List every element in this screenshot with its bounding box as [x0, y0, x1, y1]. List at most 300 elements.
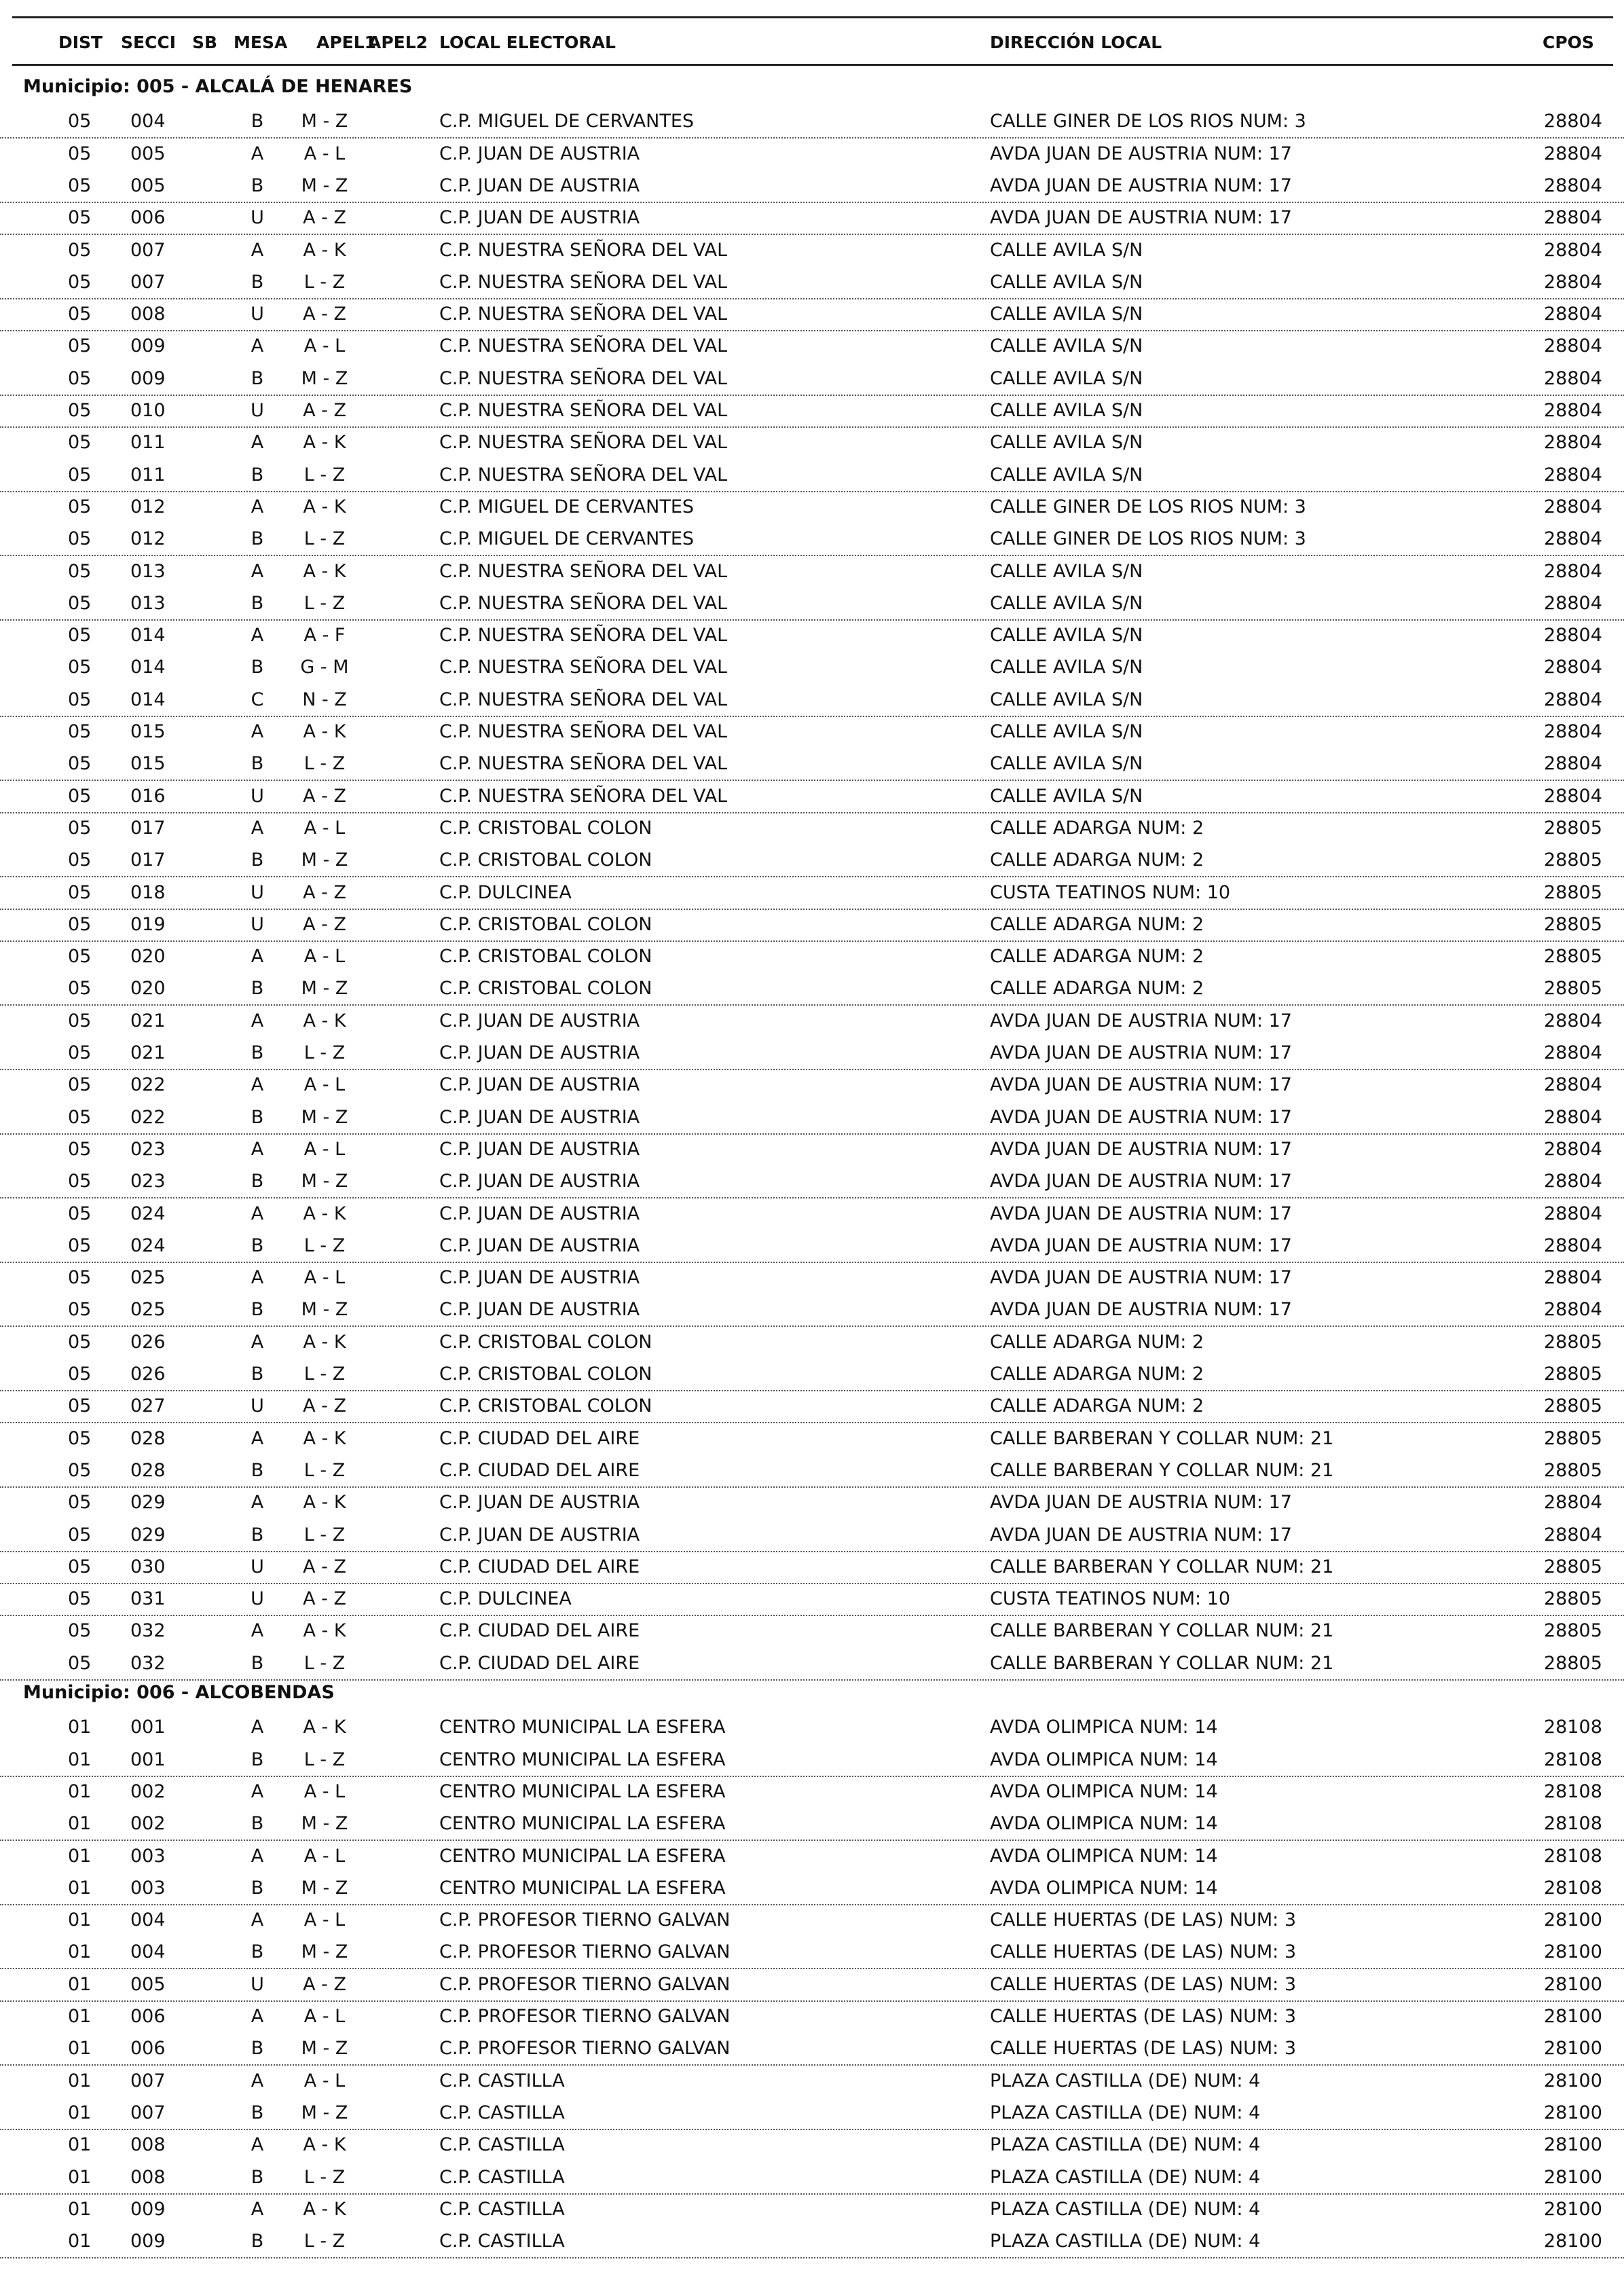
cell-cpos: 28804: [1544, 1171, 1602, 1192]
cell-cpos: 28100: [1544, 2134, 1602, 2156]
cell-cpos: 28804: [1544, 304, 1602, 325]
cell-direccion-local: CALLE AVILA S/N: [990, 721, 1143, 742]
cell-cpos: 28804: [1544, 721, 1602, 742]
cell-mesa: B: [251, 464, 264, 486]
cell-direccion-local: AVDA JUAN DE AUSTRIA NUM: 17: [990, 1106, 1292, 1128]
cell-dist: 05: [68, 753, 92, 775]
cell-dist: 01: [68, 1973, 92, 1995]
table-row: [0, 1358, 1624, 1391]
table-row: [0, 748, 1624, 781]
cell-cpos: 28805: [1544, 1652, 1602, 1674]
cell-local-electoral: C.P. DULCINEA: [439, 881, 572, 903]
cell-direccion-local: CALLE AVILA S/N: [990, 689, 1143, 710]
table-row: [0, 2161, 1624, 2195]
table-row: [0, 1133, 1624, 1165]
cell-secci: 031: [130, 1588, 166, 1610]
cell-mesa: B: [251, 1941, 264, 1963]
cell-secci: 007: [130, 2102, 166, 2123]
cell-direccion-local: AVDA JUAN DE AUSTRIA NUM: 17: [990, 1267, 1292, 1289]
cell-local-electoral: C.P. CRISTOBAL COLON: [439, 817, 652, 839]
header-local-electoral: LOCAL ELECTORAL: [439, 33, 616, 52]
cell-mesa: U: [251, 1395, 264, 1417]
cell-cpos: 28804: [1544, 1267, 1602, 1289]
cell-mesa: U: [251, 1973, 264, 1995]
cell-secci: 008: [130, 2166, 166, 2188]
cell-apellidos: A - K: [303, 2134, 346, 2156]
cell-mesa: A: [251, 1331, 264, 1353]
cell-dist: 05: [68, 1588, 92, 1610]
cell-mesa: A: [251, 1203, 264, 1224]
cell-local-electoral: C.P. MIGUEL DE CERVANTES: [439, 528, 695, 550]
cell-direccion-local: CALLE ADARGA NUM: 2: [990, 1395, 1204, 1417]
cell-cpos: 28805: [1544, 1331, 1602, 1353]
cell-secci: 018: [130, 881, 166, 903]
cell-cpos: 28804: [1544, 625, 1602, 646]
cell-secci: 015: [130, 721, 166, 742]
cell-secci: 017: [130, 849, 166, 871]
cell-secci: 004: [130, 1909, 166, 1931]
cell-direccion-local: AVDA JUAN DE AUSTRIA NUM: 17: [990, 1138, 1292, 1160]
cell-cpos: 28108: [1544, 1877, 1602, 1899]
cell-cpos: 28804: [1544, 1203, 1602, 1224]
cell-direccion-local: PLAZA CASTILLA (DE) NUM: 4: [990, 2166, 1261, 2188]
cell-local-electoral: CENTRO MUNICIPAL LA ESFERA: [439, 1877, 726, 1899]
table-row: [0, 1519, 1624, 1552]
cell-local-electoral: C.P. CASTILLA: [439, 2134, 565, 2156]
cell-cpos: 28805: [1544, 1427, 1602, 1449]
table-row: [0, 363, 1624, 396]
cell-secci: 009: [130, 2198, 166, 2220]
cell-dist: 05: [68, 1138, 92, 1160]
cell-apellidos: A - L: [303, 143, 346, 164]
header-mesa: MESA: [234, 33, 288, 52]
cell-mesa: B: [251, 1524, 264, 1545]
table-row: [0, 1454, 1624, 1488]
cell-secci: 022: [130, 1106, 166, 1128]
cell-cpos: 28804: [1544, 560, 1602, 582]
cell-local-electoral: C.P. NUESTRA SEÑORA DEL VAL: [439, 721, 728, 742]
cell-local-electoral: C.P. CRISTOBAL COLON: [439, 978, 652, 1000]
cell-direccion-local: CUSTA TEATINOS NUM: 10: [990, 881, 1231, 903]
cell-secci: 016: [130, 785, 166, 807]
table-row: [0, 1840, 1624, 1872]
cell-secci: 011: [130, 464, 166, 486]
cell-secci: 021: [130, 1010, 166, 1031]
cell-dist: 05: [68, 785, 92, 807]
cell-cpos: 28804: [1544, 207, 1602, 229]
cell-direccion-local: CALLE AVILA S/N: [990, 367, 1143, 389]
cell-secci: 001: [130, 1717, 166, 1738]
cell-local-electoral: C.P. NUESTRA SEÑORA DEL VAL: [439, 400, 728, 421]
cell-local-electoral: C.P. CIUDAD DEL AIRE: [439, 1459, 640, 1481]
cell-local-electoral: C.P. JUAN DE AUSTRIA: [439, 1203, 640, 1224]
cell-local-electoral: C.P. JUAN DE AUSTRIA: [439, 1042, 640, 1063]
table-row: [0, 940, 1624, 972]
cell-cpos: 28100: [1544, 2070, 1602, 2091]
table-row: [0, 2065, 1624, 2097]
table-row: [0, 330, 1624, 362]
cell-dist: 05: [68, 1203, 92, 1224]
cell-apellidos: M - Z: [301, 1813, 348, 1835]
table-row: [0, 555, 1624, 587]
cell-secci: 004: [130, 1941, 166, 1963]
cell-local-electoral: C.P. JUAN DE AUSTRIA: [439, 1106, 640, 1128]
cell-local-electoral: C.P. NUESTRA SEÑORA DEL VAL: [439, 785, 728, 807]
cell-direccion-local: AVDA JUAN DE AUSTRIA NUM: 17: [990, 1171, 1292, 1192]
cell-apellidos: M - Z: [301, 1299, 348, 1321]
cell-mesa: B: [251, 1459, 264, 1481]
cell-direccion-local: CALLE ADARGA NUM: 2: [990, 1364, 1204, 1385]
cell-cpos: 28804: [1544, 689, 1602, 710]
cell-mesa: A: [251, 1267, 264, 1289]
cell-local-electoral: C.P. JUAN DE AUSTRIA: [439, 1267, 640, 1289]
table-row: [0, 1583, 1624, 1616]
cell-secci: 015: [130, 753, 166, 775]
cell-secci: 006: [130, 2006, 166, 2027]
cell-apellidos: M - Z: [301, 1877, 348, 1899]
cell-direccion-local: AVDA JUAN DE AUSTRIA NUM: 17: [990, 207, 1292, 229]
cell-apellidos: M - Z: [301, 2102, 348, 2123]
table-row: [0, 1037, 1624, 1070]
cell-apellidos: L - Z: [303, 2166, 346, 2188]
cell-direccion-local: CALLE HUERTAS (DE LAS) NUM: 3: [990, 1973, 1297, 1995]
cell-cpos: 28804: [1544, 1074, 1602, 1096]
table-row: [0, 1390, 1624, 1423]
cell-secci: 024: [130, 1203, 166, 1224]
cell-secci: 025: [130, 1299, 166, 1321]
cell-dist: 05: [68, 207, 92, 229]
cell-apellidos: A - Z: [303, 1395, 346, 1417]
table-row: [0, 2225, 1624, 2258]
cell-apellidos: A - K: [303, 1717, 346, 1738]
cell-local-electoral: C.P. NUESTRA SEÑORA DEL VAL: [439, 432, 728, 454]
cell-apellidos: L - Z: [303, 1749, 346, 1770]
cell-apellidos: M - Z: [301, 978, 348, 1000]
cell-cpos: 28804: [1544, 592, 1602, 614]
cell-local-electoral: C.P. JUAN DE AUSTRIA: [439, 1299, 640, 1321]
cell-secci: 010: [130, 400, 166, 421]
cell-secci: 014: [130, 625, 166, 646]
cell-mesa: A: [251, 2134, 264, 2156]
cell-local-electoral: C.P. CRISTOBAL COLON: [439, 1331, 652, 1353]
cell-dist: 05: [68, 913, 92, 935]
cell-cpos: 28804: [1544, 1492, 1602, 1514]
cell-direccion-local: CALLE AVILA S/N: [990, 335, 1143, 357]
cell-cpos: 28804: [1544, 1042, 1602, 1063]
cell-dist: 01: [68, 1780, 92, 1802]
table-row: [0, 972, 1624, 1006]
cell-direccion-local: CALLE ADARGA NUM: 2: [990, 978, 1204, 1000]
cell-mesa: B: [251, 753, 264, 775]
table-row: [0, 1969, 1624, 2002]
table-row: [0, 2129, 1624, 2161]
cell-apellidos: A - Z: [303, 1556, 346, 1577]
municipio-heading: Municipio: 005 - ALCALÁ DE HENARES: [23, 76, 413, 97]
cell-apellidos: M - Z: [301, 849, 348, 871]
cell-dist: 01: [68, 2134, 92, 2156]
cell-secci: 007: [130, 2070, 166, 2091]
cell-secci: 005: [130, 1973, 166, 1995]
header-direccion-local: DIRECCIÓN LOCAL: [990, 33, 1162, 52]
cell-cpos: 28804: [1544, 1299, 1602, 1321]
cell-secci: 002: [130, 1813, 166, 1835]
cell-dist: 05: [68, 881, 92, 903]
cell-apellidos: A - Z: [303, 304, 346, 325]
cell-direccion-local: AVDA JUAN DE AUSTRIA NUM: 17: [990, 175, 1292, 196]
cell-local-electoral: C.P. JUAN DE AUSTRIA: [439, 1010, 640, 1031]
cell-local-electoral: C.P. CIUDAD DEL AIRE: [439, 1620, 640, 1642]
cell-mesa: A: [251, 1909, 264, 1931]
table-row: [0, 1744, 1624, 1777]
cell-mesa: A: [251, 721, 264, 742]
cell-mesa: A: [251, 1845, 264, 1867]
cell-direccion-local: PLAZA CASTILLA (DE) NUM: 4: [990, 2102, 1261, 2123]
cell-cpos: 28804: [1544, 1524, 1602, 1545]
cell-apellidos: M - Z: [301, 1941, 348, 1963]
cell-secci: 025: [130, 1267, 166, 1289]
cell-apellidos: N - Z: [302, 689, 347, 710]
cell-mesa: A: [251, 946, 264, 968]
cell-local-electoral: C.P. PROFESOR TIERNO GALVAN: [439, 1973, 731, 1995]
cell-cpos: 28805: [1544, 913, 1602, 935]
cell-apellidos: A - K: [303, 432, 346, 454]
table-row: [0, 1101, 1624, 1135]
cell-direccion-local: CALLE AVILA S/N: [990, 753, 1143, 775]
cell-dist: 01: [68, 1813, 92, 1835]
cell-cpos: 28804: [1544, 400, 1602, 421]
cell-dist: 05: [68, 1556, 92, 1577]
cell-local-electoral: C.P. NUESTRA SEÑORA DEL VAL: [439, 304, 728, 325]
cell-dist: 01: [68, 2166, 92, 2188]
cell-cpos: 28805: [1544, 1620, 1602, 1642]
cell-apellidos: A - F: [303, 625, 346, 646]
cell-direccion-local: AVDA OLIMPICA NUM: 14: [990, 1877, 1218, 1899]
cell-direccion-local: CALLE BARBERAN Y COLLAR NUM: 21: [990, 1427, 1334, 1449]
table-row: [0, 459, 1624, 492]
cell-cpos: 28805: [1544, 1556, 1602, 1577]
cell-mesa: A: [251, 625, 264, 646]
cell-apellidos: M - Z: [301, 1106, 348, 1128]
cell-local-electoral: C.P. NUESTRA SEÑORA DEL VAL: [439, 335, 728, 357]
cell-mesa: B: [251, 1234, 264, 1256]
table-row: [0, 1423, 1624, 1454]
cell-direccion-local: CALLE HUERTAS (DE LAS) NUM: 3: [990, 1909, 1297, 1931]
cell-mesa: U: [251, 304, 264, 325]
cell-local-electoral: C.P. CASTILLA: [439, 2070, 565, 2091]
table-row: [0, 234, 1624, 266]
cell-local-electoral: C.P. DULCINEA: [439, 1588, 572, 1610]
cell-local-electoral: CENTRO MUNICIPAL LA ESFERA: [439, 1749, 726, 1770]
cell-secci: 002: [130, 1780, 166, 1802]
cell-direccion-local: CALLE BARBERAN Y COLLAR NUM: 21: [990, 1652, 1334, 1674]
cell-local-electoral: C.P. PROFESOR TIERNO GALVAN: [439, 1909, 731, 1931]
table-row: [0, 1069, 1624, 1101]
cell-apellidos: L - Z: [303, 1234, 346, 1256]
cell-cpos: 28804: [1544, 1106, 1602, 1128]
cell-local-electoral: C.P. CASTILLA: [439, 2102, 565, 2123]
cell-mesa: B: [251, 1652, 264, 1674]
cell-secci: 020: [130, 978, 166, 1000]
cell-cpos: 28804: [1544, 753, 1602, 775]
cell-cpos: 28108: [1544, 1717, 1602, 1738]
cell-secci: 007: [130, 271, 166, 293]
cell-dist: 05: [68, 817, 92, 839]
cell-mesa: U: [251, 1588, 264, 1610]
header-dist: DIST: [58, 33, 103, 52]
cell-direccion-local: CALLE GINER DE LOS RIOS NUM: 3: [990, 111, 1306, 132]
cell-direccion-local: AVDA JUAN DE AUSTRIA NUM: 17: [990, 1074, 1292, 1096]
cell-mesa: A: [251, 1138, 264, 1160]
cell-apellidos: L - Z: [303, 528, 346, 550]
cell-secci: 013: [130, 560, 166, 582]
cell-apellidos: A - L: [303, 817, 346, 839]
cell-mesa: A: [251, 1010, 264, 1031]
cell-local-electoral: C.P. CASTILLA: [439, 2231, 565, 2252]
cell-secci: 027: [130, 1395, 166, 1417]
cell-cpos: 28108: [1544, 1813, 1602, 1835]
cell-cpos: 28100: [1544, 1941, 1602, 1963]
cell-mesa: B: [251, 2166, 264, 2188]
cell-cpos: 28804: [1544, 111, 1602, 132]
cell-local-electoral: C.P. JUAN DE AUSTRIA: [439, 175, 640, 196]
cell-local-electoral: C.P. MIGUEL DE CERVANTES: [439, 111, 695, 132]
cell-direccion-local: CALLE AVILA S/N: [990, 304, 1143, 325]
cell-apellidos: A - L: [303, 1845, 346, 1867]
cell-mesa: B: [251, 1299, 264, 1321]
cell-dist: 05: [68, 1331, 92, 1353]
cell-dist: 01: [68, 2038, 92, 2060]
cell-cpos: 28805: [1544, 817, 1602, 839]
cell-direccion-local: PLAZA CASTILLA (DE) NUM: 4: [990, 2198, 1261, 2220]
table-row: [0, 1005, 1624, 1037]
cell-dist: 05: [68, 304, 92, 325]
cell-local-electoral: C.P. NUESTRA SEÑORA DEL VAL: [439, 625, 728, 646]
cell-dist: 05: [68, 946, 92, 968]
cell-cpos: 28804: [1544, 464, 1602, 486]
cell-apellidos: A - L: [303, 1909, 346, 1931]
cell-local-electoral: C.P. NUESTRA SEÑORA DEL VAL: [439, 657, 728, 678]
top-rule: [12, 16, 1613, 18]
cell-local-electoral: C.P. CASTILLA: [439, 2198, 565, 2220]
cell-cpos: 28108: [1544, 1780, 1602, 1802]
cell-dist: 01: [68, 2198, 92, 2220]
cell-local-electoral: C.P. CASTILLA: [439, 2166, 565, 2188]
cell-dist: 05: [68, 1364, 92, 1385]
cell-apellidos: A - K: [303, 560, 346, 582]
cell-direccion-local: AVDA OLIMPICA NUM: 14: [990, 1780, 1218, 1802]
table-row: [0, 426, 1624, 458]
cell-mesa: A: [251, 239, 264, 261]
cell-mesa: B: [251, 1171, 264, 1192]
cell-local-electoral: C.P. JUAN DE AUSTRIA: [439, 1492, 640, 1514]
cell-dist: 05: [68, 689, 92, 710]
cell-dist: 05: [68, 1171, 92, 1192]
cell-secci: 006: [130, 207, 166, 229]
cell-secci: 009: [130, 2231, 166, 2252]
cell-direccion-local: CALLE ADARGA NUM: 2: [990, 946, 1204, 968]
table-row: [0, 138, 1624, 170]
cell-dist: 05: [68, 464, 92, 486]
cell-cpos: 28805: [1544, 849, 1602, 871]
cell-dist: 01: [68, 1845, 92, 1867]
cell-local-electoral: C.P. CRISTOBAL COLON: [439, 849, 652, 871]
cell-mesa: A: [251, 1620, 264, 1642]
cell-dist: 05: [68, 1010, 92, 1031]
cell-mesa: B: [251, 2231, 264, 2252]
table-row: [0, 2193, 1624, 2225]
table-row: [0, 2097, 1624, 2130]
cell-secci: 008: [130, 304, 166, 325]
cell-apellidos: A - K: [303, 1203, 346, 1224]
cell-cpos: 28805: [1544, 1395, 1602, 1417]
cell-mesa: C: [251, 689, 264, 710]
cell-local-electoral: CENTRO MUNICIPAL LA ESFERA: [439, 1717, 726, 1738]
cell-local-electoral: C.P. NUESTRA SEÑORA DEL VAL: [439, 592, 728, 614]
cell-cpos: 28108: [1544, 1749, 1602, 1770]
cell-local-electoral: C.P. PROFESOR TIERNO GALVAN: [439, 2038, 731, 2060]
table-row: [0, 1486, 1624, 1518]
cell-secci: 020: [130, 946, 166, 968]
cell-cpos: 28804: [1544, 785, 1602, 807]
cell-dist: 01: [68, 1717, 92, 1738]
cell-apellidos: L - Z: [303, 1364, 346, 1385]
cell-apellidos: A - K: [303, 2198, 346, 2220]
cell-apellidos: A - Z: [303, 1973, 346, 1995]
cell-cpos: 28805: [1544, 946, 1602, 968]
table-row: [0, 523, 1624, 556]
cell-local-electoral: C.P. NUESTRA SEÑORA DEL VAL: [439, 239, 728, 261]
cell-dist: 01: [68, 1909, 92, 1931]
cell-dist: 05: [68, 1620, 92, 1642]
cell-cpos: 28804: [1544, 175, 1602, 196]
cell-local-electoral: C.P. PROFESOR TIERNO GALVAN: [439, 1941, 731, 1963]
cell-direccion-local: CALLE ADARGA NUM: 2: [990, 849, 1204, 871]
table-row: [0, 2032, 1624, 2066]
cell-local-electoral: C.P. CIUDAD DEL AIRE: [439, 1427, 640, 1449]
cell-direccion-local: PLAZA CASTILLA (DE) NUM: 4: [990, 2134, 1261, 2156]
header-apel1: APEL1: [316, 33, 377, 52]
cell-dist: 05: [68, 721, 92, 742]
cell-dist: 05: [68, 1492, 92, 1514]
cell-dist: 01: [68, 1941, 92, 1963]
cell-local-electoral: C.P. NUESTRA SEÑORA DEL VAL: [439, 367, 728, 389]
cell-apellidos: L - Z: [303, 1652, 346, 1674]
table-row: [0, 1551, 1624, 1584]
cell-dist: 05: [68, 432, 92, 454]
cell-mesa: B: [251, 271, 264, 293]
cell-secci: 003: [130, 1877, 166, 1899]
table-row: [0, 1904, 1624, 1936]
cell-direccion-local: AVDA JUAN DE AUSTRIA NUM: 17: [990, 1299, 1292, 1321]
cell-direccion-local: CALLE ADARGA NUM: 2: [990, 913, 1204, 935]
table-row: [0, 1872, 1624, 1905]
cell-dist: 05: [68, 849, 92, 871]
cell-direccion-local: CALLE AVILA S/N: [990, 657, 1143, 678]
cell-cpos: 28100: [1544, 2006, 1602, 2027]
cell-secci: 026: [130, 1331, 166, 1353]
cell-dist: 05: [68, 560, 92, 582]
cell-apellidos: M - Z: [301, 367, 348, 389]
cell-secci: 028: [130, 1459, 166, 1481]
cell-secci: 011: [130, 432, 166, 454]
cell-direccion-local: PLAZA CASTILLA (DE) NUM: 4: [990, 2231, 1261, 2252]
table-row: [0, 684, 1624, 717]
cell-direccion-local: CALLE AVILA S/N: [990, 432, 1143, 454]
cell-secci: 029: [130, 1492, 166, 1514]
cell-secci: 006: [130, 2038, 166, 2060]
cell-direccion-local: CALLE GINER DE LOS RIOS NUM: 3: [990, 496, 1306, 517]
cell-secci: 007: [130, 239, 166, 261]
